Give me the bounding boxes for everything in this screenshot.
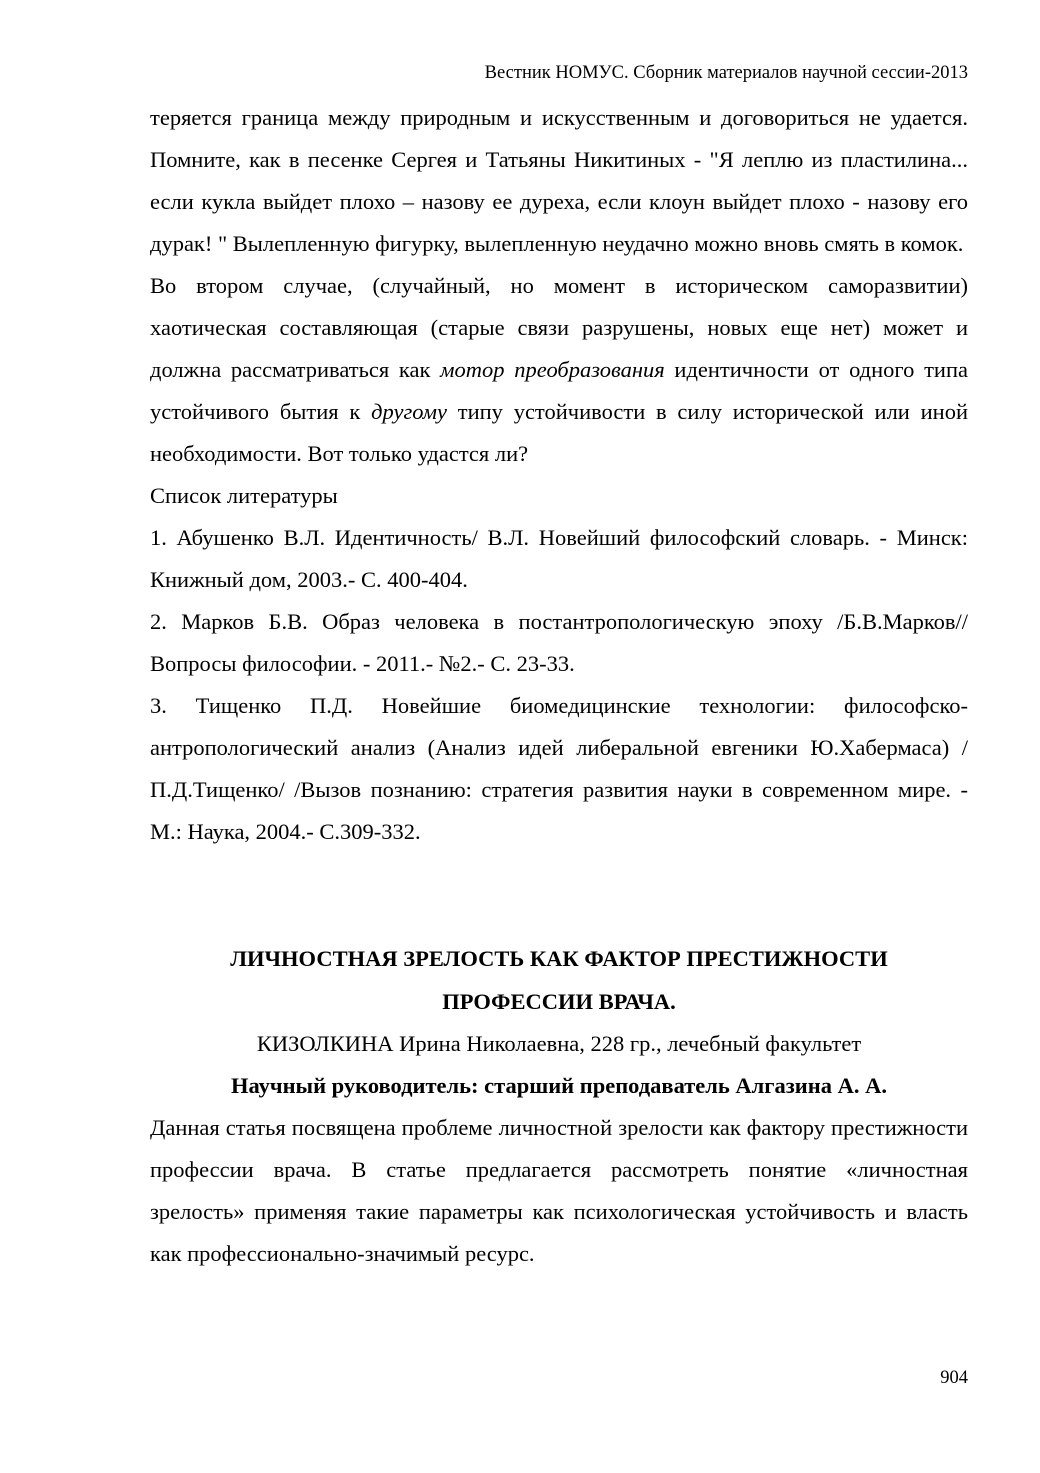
article-abstract: Данная статья посвящена проблеме личностной зрелости как фактору престижности профессии врача. В статье предлагается рассмотреть понятие «личностная зрелость» применяя такие параметры как психологическая устойчивость и власть как профессионально-значимый ресурс. xyxy=(150,1115,968,1266)
paragraph-second-case xyxy=(150,265,968,475)
italic-phrase: мотор преобразования xyxy=(440,357,665,382)
reference-item-2: 2. Марков Б.В. Образ человека в постантропологическую эпоху /Б.В.Марков// Вопросы философии. - 2011.- №2.- С. 23-33. xyxy=(150,609,968,676)
paragraph-continuation: теряется граница между природным и искусственным и договориться не удается. Помните, как в песенке Сергея и Татьяны Никитиных - "Я леплю из пластилина... если кукла выйдет плохо – назову ее дуреха, если клоун выйдет плохо - назову его дурак! " Вылепленную фигурку, вылепленную неудачно можно вновь смять в комок. xyxy=(150,105,968,256)
article-author: КИЗОЛКИНА Ирина Николаевна, 228 гр., лечебный факультет xyxy=(256,1031,862,1056)
reference-item-3: 3. Тищенко П.Д. Новейшие биомедицинские технологии: философско-антропологический анализ (Анализ идей либеральной евгеники Ю.Хабермаса) /П.Д.Тищенко/ /Вызов познанию: стратегия развития науки в современном мире. - М.: Наука, 2004.- С.309-332. xyxy=(150,693,968,844)
paragraph-text: Во втором случае, (случайный, но момент в историческом саморазвитии) хаотическая составляющая (старые связи разрушены, новых еще нет) может и должна рассматриваться как xyxy=(150,273,968,382)
section-spacer xyxy=(150,853,968,937)
page-number: 904 xyxy=(940,1368,968,1388)
page-body xyxy=(150,97,968,1275)
paragraph-text: типу устойчивости в силу исторической или иной необходимости. Вот только удастся ли? xyxy=(150,399,968,466)
running-header: Вестник НОМУС. Сборник материалов научной сессии-2013 xyxy=(484,63,968,83)
reference-item-1: 1. Абушенко В.Л. Идентичность/ В.Л. Новейший философский словарь. - Минск: Книжный дом, 2003.- С. 400-404. xyxy=(150,525,968,592)
paragraph-text: идентичности от одного типа устойчивого бытия к xyxy=(150,357,968,424)
article-supervisor: Научный руководитель: старший преподаватель Алгазина А. А. xyxy=(231,1073,887,1098)
italic-word: другому xyxy=(371,399,447,424)
article-title-line-1: ЛИЧНОСТНАЯ ЗРЕЛОСТЬ КАК ФАКТОР ПРЕСТИЖНОСТИ xyxy=(230,946,888,971)
references-heading: Список литературы xyxy=(150,483,338,508)
article-title-line-2: ПРОФЕССИИ ВРАЧА. xyxy=(442,989,676,1014)
